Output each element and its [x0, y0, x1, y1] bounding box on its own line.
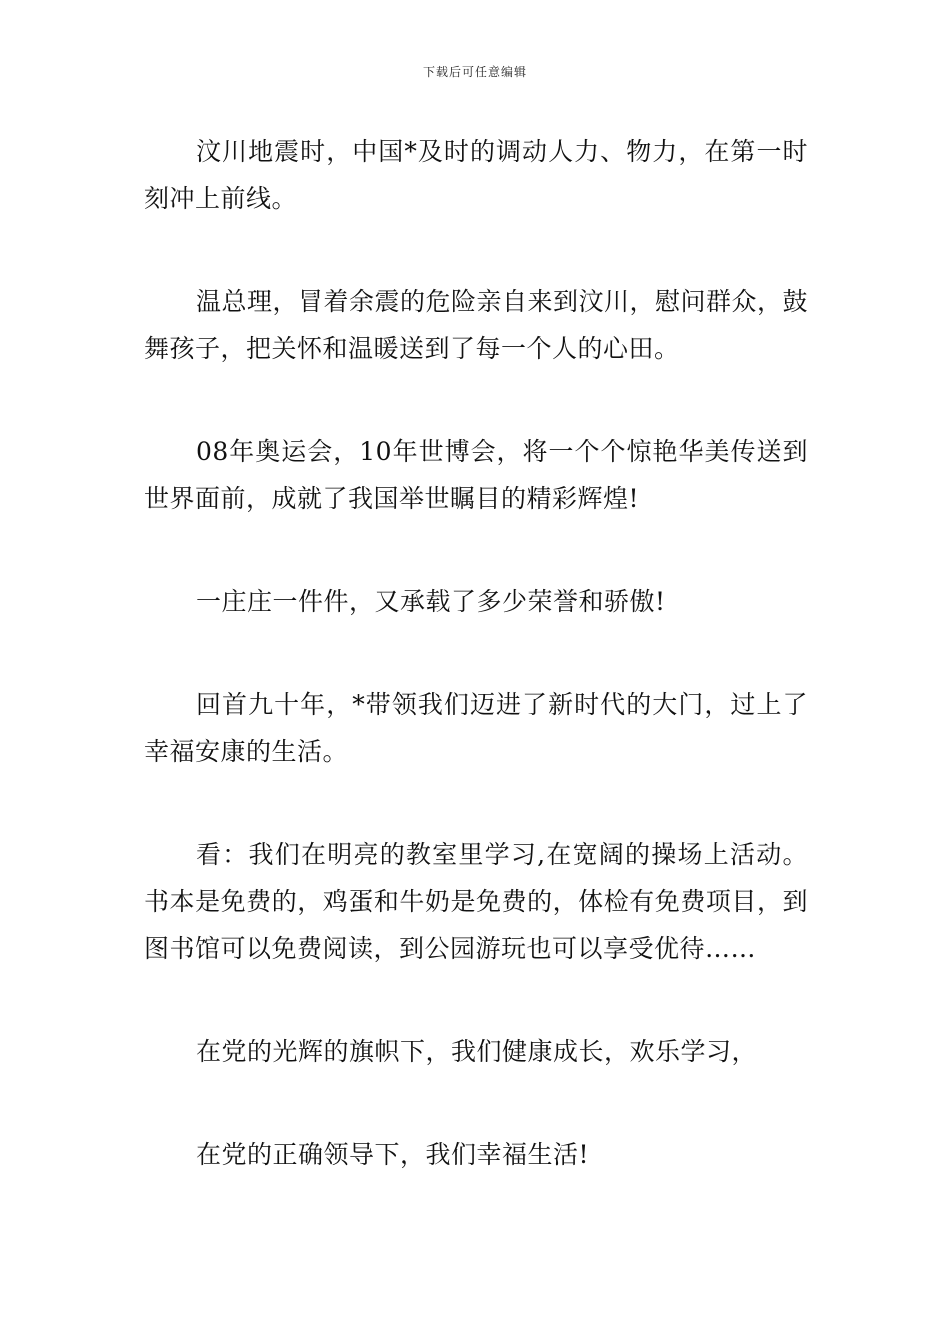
paragraph-gap [144, 972, 808, 1028]
paragraph-ninety-years: 回首九十年，*带领我们迈进了新时代的大门，过上了幸福安康的生活。 [144, 690, 808, 766]
paragraph-gap [144, 222, 808, 278]
document-body [144, 128, 808, 1178]
paragraph-wenchuan: 汶川地震时，中国*及时的调动人力、物力，在第一时刻冲上前线。 [144, 137, 808, 213]
paragraph-gap [144, 522, 808, 578]
paragraph-school-life: 看：我们在明亮的教室里学习,在宽阔的操场上活动。书本是免费的，鸡蛋和牛奶是免费的，体检有免费项目，到图书馆可以免费阅读，到公园游玩也可以享受优待…… [144, 840, 808, 963]
paragraph-premier: 温总理，冒着余震的危险亲自来到汶川，慰问群众，鼓舞孩子，把关怀和温暖送到了每一个人的心田。 [144, 287, 809, 363]
paragraph-happy-life: 在党的正确领导下，我们幸福生活! [196, 1140, 590, 1169]
paragraph-gap [144, 775, 808, 831]
paragraph-growing-up: 在党的光辉的旗帜下，我们健康成长，欢乐学习， [196, 1037, 758, 1066]
paragraph-gap [144, 372, 808, 428]
paragraph-honor: 一庄庄一件件，又承载了多少荣誉和骄傲! [196, 587, 666, 616]
page-header: 下载后可任意编辑 [422, 65, 527, 79]
paragraph-gap [144, 625, 808, 681]
paragraph-olympics-expo: 08年奥运会，10年世博会，将一个个惊艳华美传送到世界面前，成就了我国举世瞩目的精彩辉煌! [144, 437, 808, 513]
paragraph-gap [144, 1075, 808, 1131]
